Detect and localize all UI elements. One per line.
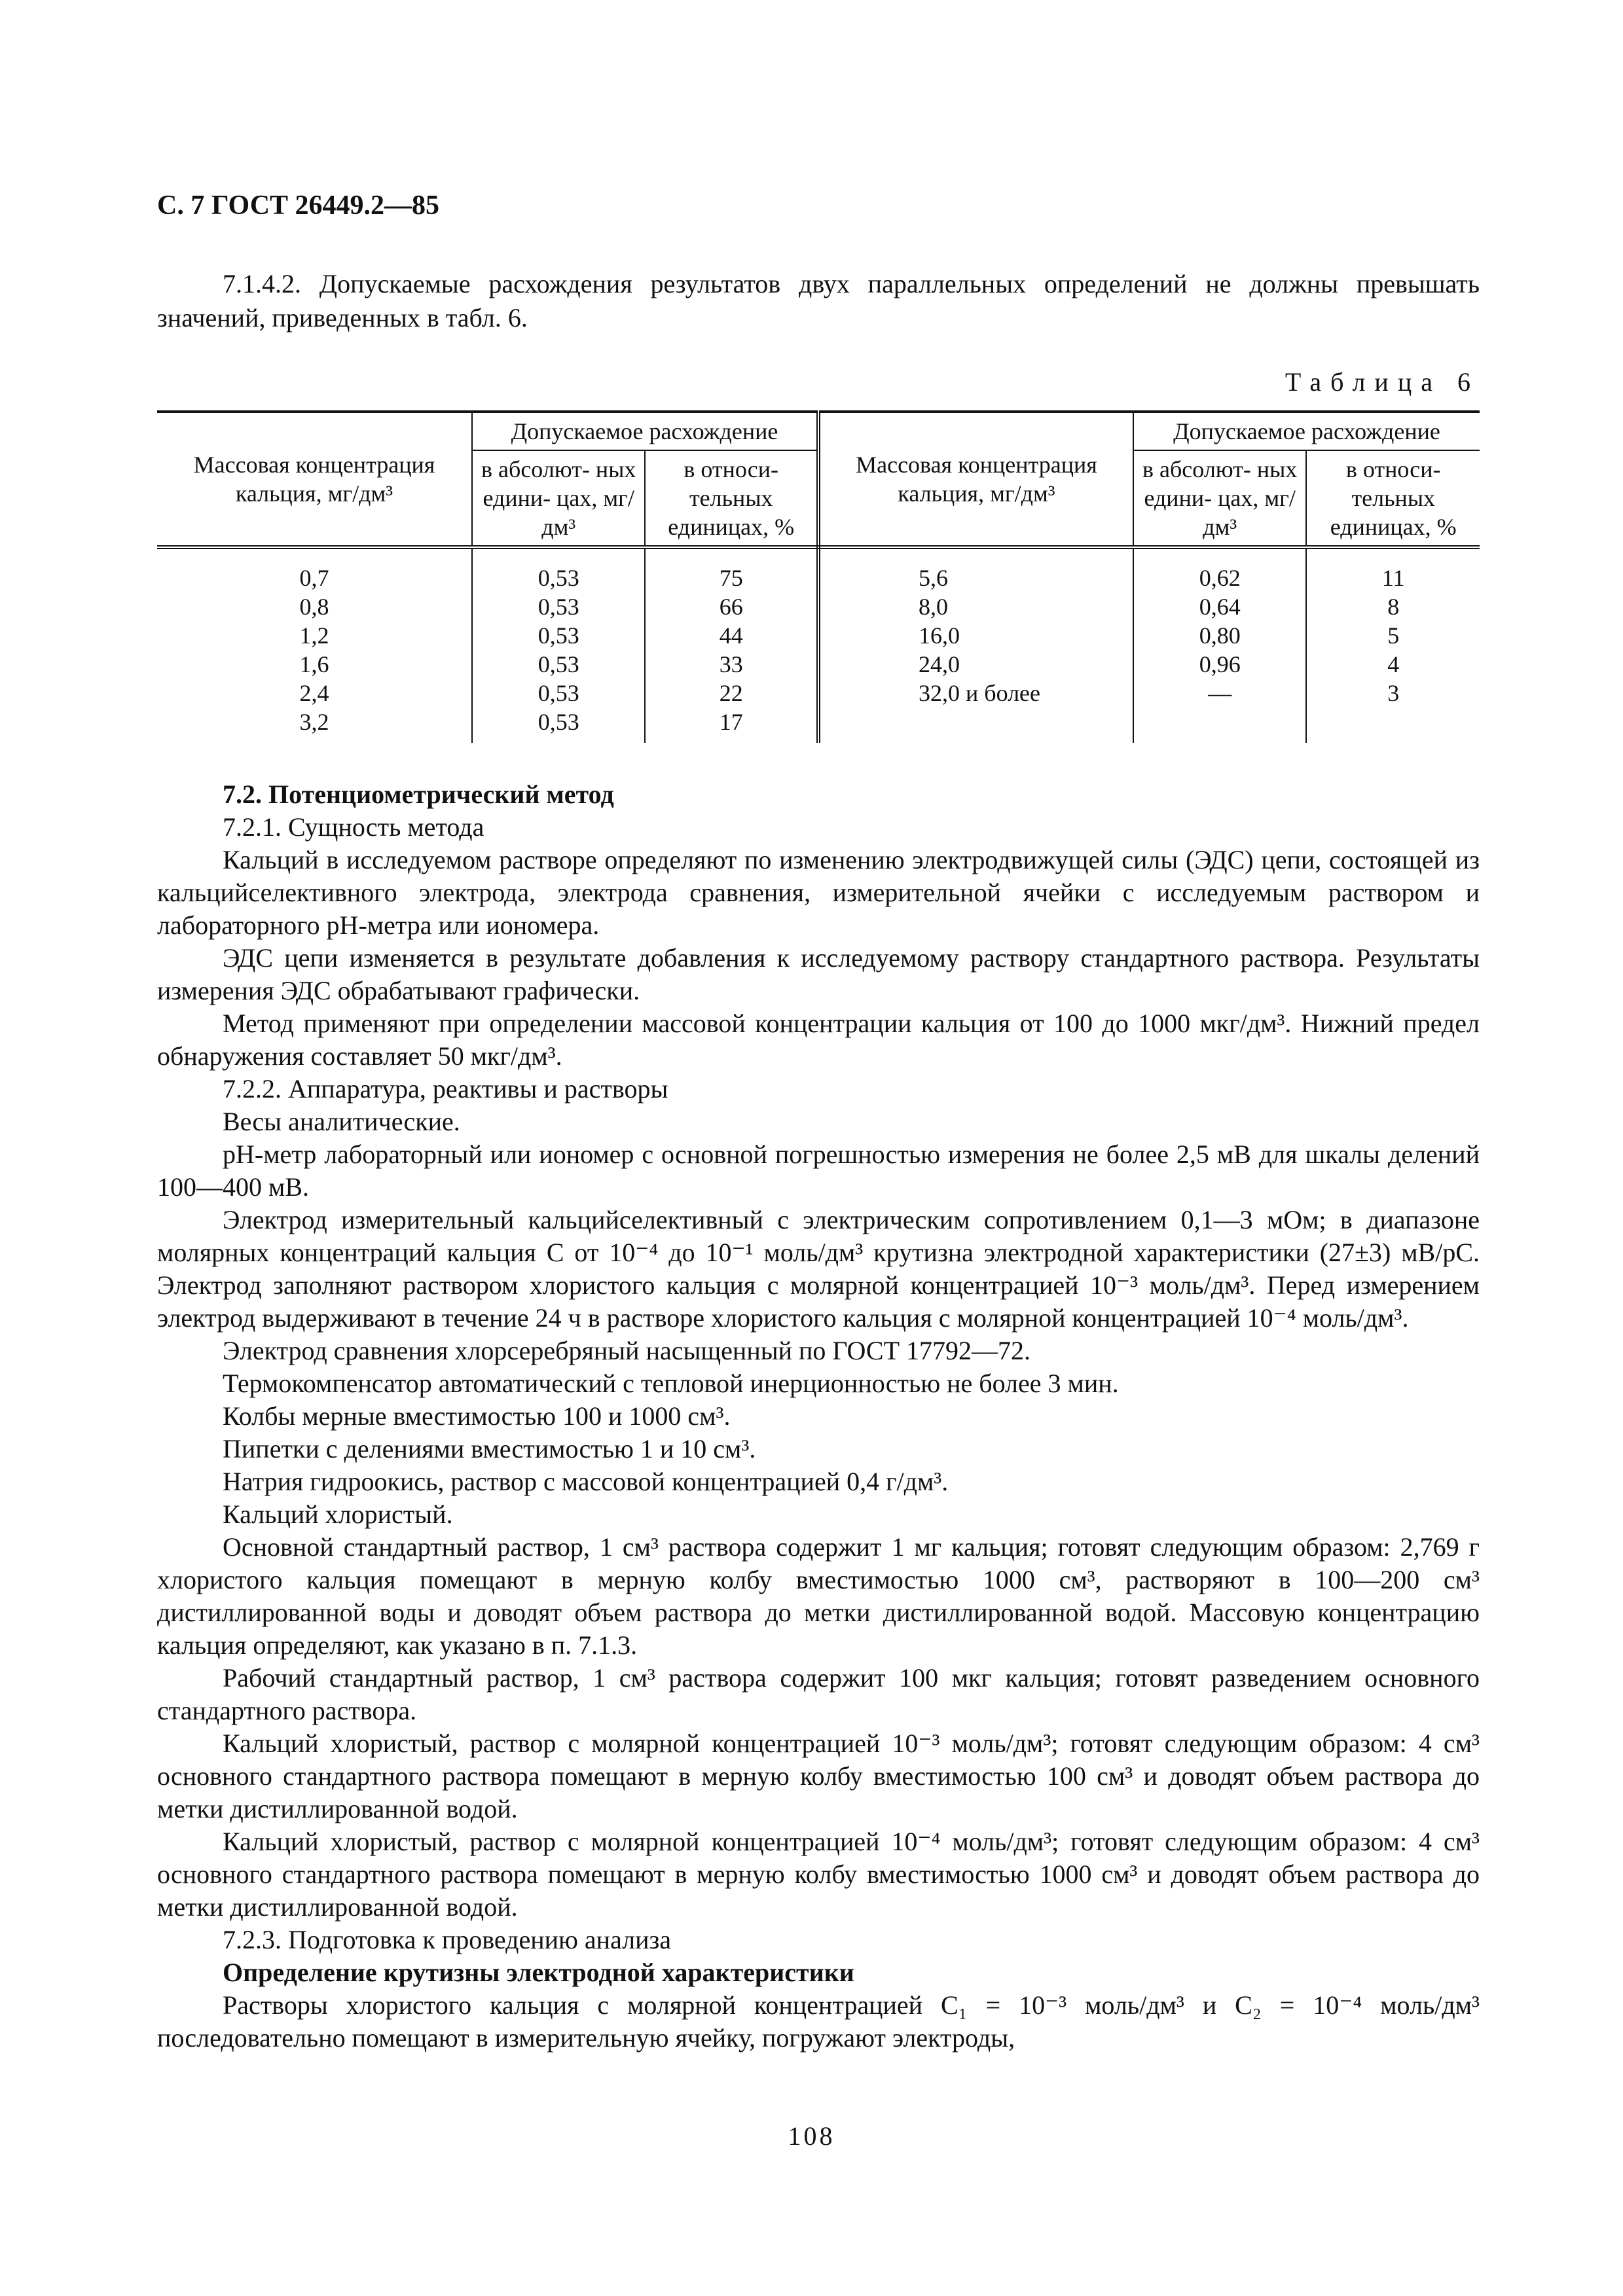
cell-rel-left: 75	[645, 547, 818, 592]
header-mass-concentration-left: Массовая концентрация кальция, мг/дм³	[157, 412, 472, 547]
cell-abs-right: 0,64	[1133, 592, 1307, 621]
cell-conc-right: 16,0	[818, 621, 1133, 650]
table-caption: Таблица 6	[1285, 367, 1480, 397]
cell-abs-left: 0,53	[472, 592, 646, 621]
table-row	[157, 621, 1480, 650]
paragraph: Кальций хлористый, раствор с молярной концентрацией 10⁻⁴ моль/дм³; готовят следующим образом: 4 см³ основного стандартного раствора помещают в мерную колбу вместимостью 1000 см³ и доводят объем раствора до метки дистиллированной водой.	[157, 1827, 1480, 1922]
header-allowed-deviation-left: Допускаемое расхождение	[472, 412, 818, 450]
header-relative-right: в относи- тельных единицах, %	[1306, 450, 1480, 547]
body-text	[157, 778, 1480, 2054]
cell-rel-right: 11	[1306, 547, 1480, 592]
paragraph: Электрод сравнения хлорсеребряный насыщенный по ГОСТ 17792—72.	[223, 1336, 1031, 1365]
paragraph: Пипетки с делениями вместимостью 1 и 10 см³.	[223, 1434, 756, 1463]
paragraph: 7.2.1. Сущность метода	[223, 812, 484, 842]
intro-paragraph: 7.1.4.2. Допускаемые расхождения результатов двух параллельных определений не должны превышать значений, приведенных в табл. 6.	[157, 269, 1480, 332]
cell-rel-left: 22	[645, 679, 818, 708]
cell-rel-left: 44	[645, 621, 818, 650]
cell-conc-left: 2,4	[299, 680, 329, 706]
table-row	[157, 708, 1480, 743]
page-header: С. 7 ГОСТ 26449.2—85	[157, 190, 440, 221]
cell-rel-right: 5	[1306, 621, 1480, 650]
paragraph: рН-метр лабораторный или иономер с основной погрешностью измерения не более 2,5 мВ для шкалы делений 100—400 мВ.	[157, 1139, 1480, 1202]
cell-rel-left: 17	[645, 708, 818, 743]
cell-rel-right	[1306, 708, 1480, 743]
cell-conc-left: 0,8	[299, 594, 329, 620]
cell-abs-right	[1133, 708, 1307, 743]
paragraph: Кальций хлористый, раствор с молярной концентрацией 10⁻³ моль/дм³; готовят следующим образом: 4 см³ основного стандартного раствора помещают в мерную колбу вместимостью 100 см³ и доводят объем раствора до метки дистиллированной водой.	[157, 1729, 1480, 1823]
header-relative-left: в относи- тельных единицах, %	[645, 450, 818, 547]
paragraph: Рабочий стандартный раствор, 1 см³ раствора содержит 100 мкг кальция; готовят разведением основного стандартного раствора.	[157, 1663, 1480, 1725]
paragraph: Натрия гидроокись, раствор с массовой концентрацией 0,4 г/дм³.	[223, 1467, 949, 1496]
cell-conc-left: 1,6	[299, 651, 329, 677]
cell-conc-right: 5,6	[818, 547, 1133, 592]
paragraph: Метод применяют при определении массовой концентрации кальция от 100 до 1000 мкг/дм³. Нижний предел обнаружения составляет 50 мкг/дм³.	[157, 1009, 1480, 1071]
table-row	[157, 679, 1480, 708]
cell-abs-left: 0,53	[472, 621, 646, 650]
paragraph: Кальций в исследуемом растворе определяют по изменению электродвижущей силы (ЭДС) цепи, состоящей из кальцийселективного электрода, электрода сравнения, измерительной ячейки с исследуемым раствором и лабораторного рН-метра или иономера.	[157, 845, 1480, 940]
paragraph: Основной стандартный раствор, 1 см³ раствора содержит 1 мг кальция; готовят следующим образом: 2,769 г хлористого кальция помещают в мерную колбу вместимостью 1000 см³, растворяют в 100—200 см³ дистиллированной воды и доводят объем раствора до метки дистиллированной водой. Массовую концентрацию кальция определяют, как указано в п. 7.1.3.	[157, 1532, 1480, 1660]
section-heading: Определение крутизны электродной характеристики	[223, 1958, 854, 1987]
section-heading: 7.2. Потенциометрический метод	[223, 780, 614, 809]
cell-conc-left: 3,2	[299, 709, 329, 735]
cell-rel-right: 4	[1306, 650, 1480, 679]
cell-abs-left: 0,53	[472, 547, 646, 592]
table-6	[157, 410, 1480, 743]
cell-abs-left: 0,53	[472, 708, 646, 743]
cell-abs-right: —	[1133, 679, 1307, 708]
cell-conc-right: 8,0	[818, 592, 1133, 621]
table-body	[157, 547, 1480, 743]
paragraph: Кальций хлористый.	[223, 1499, 453, 1529]
cell-abs-left: 0,53	[472, 679, 646, 708]
cell-conc-right	[818, 708, 1133, 743]
cell-rel-left: 66	[645, 592, 818, 621]
cell-conc-right: 32,0 и более	[818, 679, 1133, 708]
header-allowed-deviation-right: Допускаемое расхождение	[1133, 412, 1480, 450]
cell-rel-right: 8	[1306, 592, 1480, 621]
cell-conc-left: 0,7	[299, 565, 329, 591]
cell-abs-right: 0,96	[1133, 650, 1307, 679]
paragraph: Термокомпенсатор автоматический с тепловой инерционностью не более 3 мин.	[223, 1369, 1119, 1398]
header-mass-concentration-right: Массовая концентрация кальция, мг/дм³	[818, 412, 1133, 547]
cell-conc-right: 24,0	[818, 650, 1133, 679]
cell-rel-left: 33	[645, 650, 818, 679]
table-row	[157, 592, 1480, 621]
table-row	[157, 547, 1480, 592]
paragraph: Колбы мерные вместимостью 100 и 1000 см³.	[223, 1401, 731, 1431]
cell-conc-left: 1,2	[299, 622, 329, 649]
page-number: 108	[788, 2121, 835, 2151]
paragraph: ЭДС цепи изменяется в результате добавления к исследуемому раствору стандартного раствора. Результаты измерения ЭДС обрабатывают графически.	[157, 943, 1480, 1005]
paragraph: Весы аналитические.	[223, 1107, 460, 1136]
cell-abs-right: 0,80	[1133, 621, 1307, 650]
cell-rel-right: 3	[1306, 679, 1480, 708]
cell-abs-right: 0,62	[1133, 547, 1307, 592]
header-absolute-left: в абсолют- ных едини- цах, мг/дм³	[472, 450, 646, 547]
header-absolute-right: в абсолют- ных едини- цах, мг/дм³	[1133, 450, 1307, 547]
paragraph: 7.2.2. Аппаратура, реактивы и растворы	[223, 1074, 668, 1103]
document-page	[157, 190, 1480, 2054]
paragraph: Электрод измерительный кальцийселективный с электрическим сопротивлением 0,1—3 мОм; в диапазоне молярных концентраций кальция C от 10⁻⁴ до 10⁻¹ моль/дм³ крутизна электродной характеристики (27±3) мВ/рС. Электрод заполняют раствором хлористого кальция с молярной концентрацией 10⁻³ моль/дм³. Перед измерением электрод выдерживают в течение 24 ч в растворе хлористого кальция с молярной концентрацией 10⁻⁴ моль/дм³.	[157, 1205, 1480, 1333]
table-row	[157, 650, 1480, 679]
paragraph: Растворы хлористого кальция с молярной концентрацией C₁ = 10⁻³ моль/дм³ и C₂ = 10⁻⁴ моль/дм³ последовательно помещают в измерительную ячейку, погружают электроды,	[157, 1990, 1480, 2053]
paragraph: 7.2.3. Подготовка к проведению анализа	[223, 1925, 672, 1954]
cell-abs-left: 0,53	[472, 650, 646, 679]
